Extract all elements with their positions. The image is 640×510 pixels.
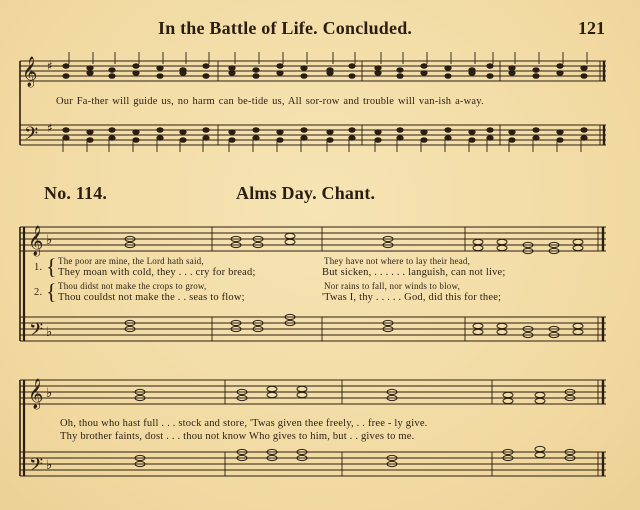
- whole-note-head: [535, 452, 545, 457]
- note-head: [397, 128, 403, 133]
- note-head: [509, 138, 515, 143]
- note-head: [581, 66, 587, 71]
- note-head: [109, 136, 115, 141]
- note-head: [253, 74, 259, 79]
- note-head: [157, 136, 163, 141]
- note-head: [533, 68, 539, 73]
- refrain-line-1: Oh, thou who hast full . . . stock and store, 'Twas given thee freely, . . free - ly give.: [60, 418, 428, 429]
- svg-text:♯: ♯: [47, 59, 53, 73]
- note-head: [180, 138, 186, 143]
- note-head: [229, 138, 235, 143]
- brace-1: {: [46, 254, 57, 279]
- note-head: [469, 71, 475, 76]
- hymn-number: No. 114.: [44, 183, 108, 203]
- note-head: [375, 138, 381, 143]
- whole-note-head: [503, 392, 513, 397]
- whole-note-head: [497, 245, 507, 250]
- note-head: [133, 138, 139, 143]
- note-head: [63, 136, 69, 141]
- note-head: [63, 128, 69, 133]
- system3-bass-staff: [20, 452, 606, 476]
- hymn-title: Alms Day. Chant.: [236, 183, 376, 203]
- note-head: [277, 64, 283, 69]
- note-head: [87, 71, 93, 76]
- whole-note-head: [573, 239, 583, 244]
- page-number: 121: [578, 18, 605, 38]
- system3-treble-staff: [20, 380, 606, 404]
- note-head: [397, 136, 403, 141]
- note-head: [133, 64, 139, 69]
- whole-note-head: [285, 239, 295, 244]
- note-head: [487, 64, 493, 69]
- note-head: [533, 128, 539, 133]
- whole-note-head: [573, 323, 583, 328]
- note-head: [327, 71, 333, 76]
- note-head: [203, 64, 209, 69]
- note-head: [469, 130, 475, 135]
- whole-note-head: [573, 245, 583, 250]
- whole-note-head: [573, 329, 583, 334]
- whole-note-head: [285, 233, 295, 238]
- note-head: [277, 130, 283, 135]
- note-head: [445, 136, 451, 141]
- svg-text:♭: ♭: [46, 386, 53, 401]
- note-head: [203, 136, 209, 141]
- whole-note-head: [473, 329, 483, 334]
- note-head: [581, 74, 587, 79]
- note-head: [180, 130, 186, 135]
- note-head: [157, 74, 163, 79]
- whole-note-head: [535, 446, 545, 451]
- svg-text:♯: ♯: [47, 121, 53, 135]
- note-head: [581, 128, 587, 133]
- verse2-line1-a: Thou didst not make the crops to grow,: [58, 281, 207, 291]
- note-head: [557, 138, 563, 143]
- note-head: [557, 64, 563, 69]
- whole-note-head: [503, 398, 513, 403]
- verse1-line1-b: They have not where to lay their head,: [324, 256, 471, 266]
- note-head: [157, 66, 163, 71]
- note-head: [180, 71, 186, 76]
- note-head: [487, 128, 493, 133]
- note-head: [229, 66, 235, 71]
- treble-clef-icon: 𝄞: [22, 57, 38, 87]
- note-head: [229, 71, 235, 76]
- note-head: [509, 71, 515, 76]
- note-head: [277, 71, 283, 76]
- whole-note-head: [497, 323, 507, 328]
- verse2-line1-b: Nor rains to fall, nor winds to blow,: [324, 281, 461, 291]
- note-head: [87, 130, 93, 135]
- verse1-line1-a: The poor are mine, the Lord hath said,: [58, 256, 204, 266]
- note-head: [349, 64, 355, 69]
- treble-clef-icon: 𝄞: [28, 379, 44, 409]
- note-head: [557, 71, 563, 76]
- note-head: [157, 128, 163, 133]
- whole-note-head: [267, 392, 277, 397]
- note-head: [229, 130, 235, 135]
- note-head: [445, 66, 451, 71]
- note-head: [397, 74, 403, 79]
- concluded-lyric-line: Our Fa-ther will guide us, no harm can be-tide us, All sor-row and trouble will van-ish a-way.: [56, 96, 484, 107]
- note-head: [203, 128, 209, 133]
- note-head: [533, 136, 539, 141]
- note-head: [109, 74, 115, 79]
- system2-bass-staff: [20, 317, 606, 341]
- note-head: [63, 64, 69, 69]
- svg-text:♭: ♭: [46, 233, 53, 248]
- note-head: [421, 138, 427, 143]
- note-head: [445, 128, 451, 133]
- note-head: [203, 74, 209, 79]
- note-head: [421, 71, 427, 76]
- note-head: [487, 136, 493, 141]
- note-head: [349, 128, 355, 133]
- note-head: [421, 130, 427, 135]
- verse2-line2-a: Thou couldst not make the . . seas to flow;: [58, 292, 245, 303]
- whole-note-head: [473, 239, 483, 244]
- note-head: [557, 130, 563, 135]
- bass-clef-icon: 𝄢: [29, 455, 44, 480]
- note-head: [87, 66, 93, 71]
- note-head: [63, 74, 69, 79]
- whole-note-head: [297, 386, 307, 391]
- page-header-title: In the Battle of Life. Concluded.: [158, 18, 413, 38]
- bass-clef-icon: 𝄢: [29, 320, 44, 345]
- verse-number-2: 2.: [34, 287, 43, 298]
- note-head: [421, 64, 427, 69]
- note-head: [469, 138, 475, 143]
- svg-text:♭: ♭: [46, 458, 53, 473]
- note-head: [487, 74, 493, 79]
- verse-number-1: 1.: [34, 262, 43, 273]
- whole-note-head: [497, 239, 507, 244]
- system2-treble-staff: [20, 227, 606, 251]
- note-head: [301, 136, 307, 141]
- whole-note-head: [473, 245, 483, 250]
- whole-note-head: [497, 329, 507, 334]
- note-head: [301, 128, 307, 133]
- whole-note-head: [267, 386, 277, 391]
- note-head: [277, 138, 283, 143]
- whole-note-head: [535, 392, 545, 397]
- note-head: [533, 74, 539, 79]
- note-head: [301, 74, 307, 79]
- note-head: [133, 71, 139, 76]
- whole-note-head: [535, 398, 545, 403]
- note-head: [445, 74, 451, 79]
- note-head: [375, 130, 381, 135]
- note-head: [509, 130, 515, 135]
- whole-note-head: [297, 392, 307, 397]
- note-head: [87, 138, 93, 143]
- note-head: [375, 71, 381, 76]
- note-head: [301, 66, 307, 71]
- note-head: [349, 74, 355, 79]
- verse1-line2-b: But sicken, . . . . . . languish, can not live;: [322, 267, 506, 278]
- note-head: [509, 66, 515, 71]
- note-head: [109, 128, 115, 133]
- bass-clef-icon: 𝄢: [24, 124, 39, 149]
- note-head: [349, 136, 355, 141]
- note-head: [327, 138, 333, 143]
- svg-text:♭: ♭: [46, 325, 53, 340]
- brace-2: {: [46, 279, 57, 304]
- note-head: [375, 66, 381, 71]
- system1-treble-staff: [20, 61, 606, 81]
- refrain-line-2: Thy brother faints, dost . . . thou not know Who gives to him, but . . gives to me.: [60, 431, 415, 442]
- system1-bass-staff: [20, 125, 606, 145]
- note-head: [109, 68, 115, 73]
- verse1-line2-a: They moan with cold, they . . . cry for bread;: [58, 267, 256, 278]
- whole-note-head: [473, 323, 483, 328]
- note-head: [581, 136, 587, 141]
- treble-clef-icon: 𝄞: [28, 226, 44, 256]
- verse2-line2-b: 'Twas I, thy . . . . . God, did this for thee;: [322, 292, 502, 303]
- note-head: [253, 136, 259, 141]
- note-head: [253, 68, 259, 73]
- note-head: [397, 68, 403, 73]
- note-head: [327, 130, 333, 135]
- note-head: [133, 130, 139, 135]
- note-head: [253, 128, 259, 133]
